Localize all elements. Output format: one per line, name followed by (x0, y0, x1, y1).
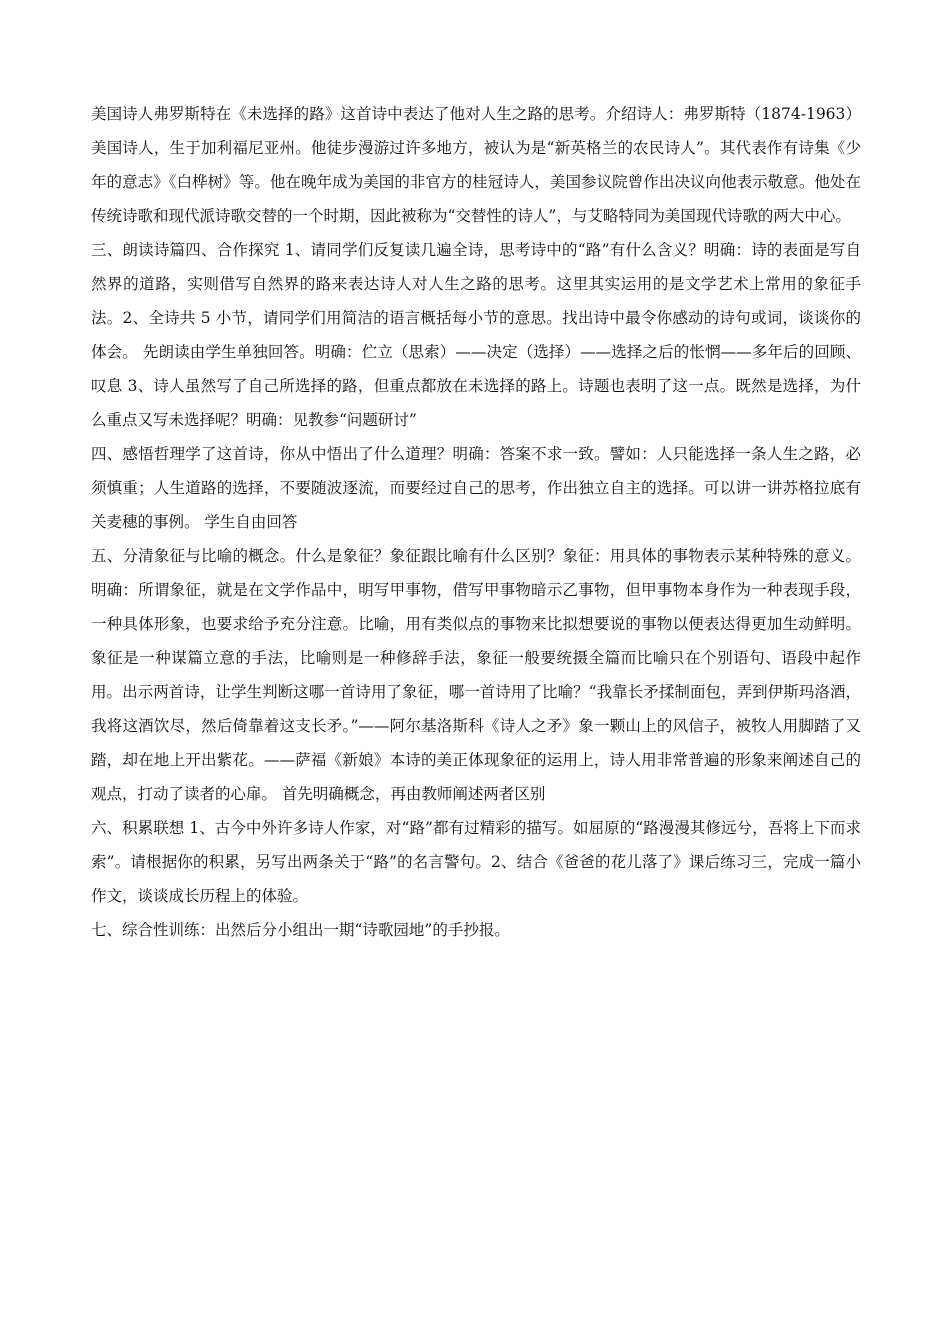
paragraph-section-six-association: 六、积累联想 1、古今中外许多诗人作家，对“路”都有过精彩的描写。如屈原的“路漫漫其修远兮，吾将上下而求索”。请根据你的积累，另写出两条关于“路”的名言警句。2、结合《爸爸的花儿落了》课后练习三，完成一篇小作文，谈谈成长历程上的体验。 (91, 819, 861, 905)
document-body (91, 97, 861, 947)
paragraph-section-three-four: 三、朗读诗篇四、合作探究 1、请同学们反复读几遍全诗，思考诗中的“路”有什么含义？明确：诗的表面是写自然界的道路，实则借写自然界的路来表达诗人对人生之路的思考。这里其实运用的是文学艺术上常用的象征手法。2、全诗共 5 小节，请同学们用简洁的语言概括每小节的意思。找出诗中最令你感动的诗句或词，谈谈你的体会。 先朗读由学生单独回答。明确：伫立（思索）——决定（选择）——选择之后的怅惘——多年后的回顾、叹息 3、诗人虽然写了自己所选择的路，但重点都放在未选择的路上。诗题也表明了这一点。既然是选择，为什么重点又写未选择呢？明确：见教参“问题研讨” (91, 241, 861, 429)
paragraph-section-seven-training: 七、综合性训练：出然后分小组出一期“诗歌园地”的手抄报。 (91, 921, 510, 939)
paragraph-poet-intro: 美国诗人弗罗斯特在《未选择的路》这首诗中表达了他对人生之路的思考。介绍诗人：弗罗斯特（1874-1963）美国诗人，生于加利福尼亚州。他徒步漫游过许多地方，被认为是“新英格兰的农民诗人”。其代表作有诗集《少年的意志》《白桦树》等。他在晚年成为美国的非官方的桂冠诗人，美国参议院曾作出决议向他表示敬意。他处在传统诗歌和现代派诗歌交替的一个时期，因此被称为“交替性的诗人”，与艾略特同为美国现代诗歌的两大中心。 (91, 105, 861, 225)
paragraph-section-four-philosophy: 四、感悟哲理学了这首诗，你从中悟出了什么道理？明确：答案不求一致。譬如：人只能选择一条人生之路，必须慎重；人生道路的选择，不要随波逐流，而要经过自己的思考，作出独立自主的选择。可以讲一讲苏格拉底有关麦穗的事例。 学生自由回答 (91, 445, 861, 531)
paragraph-section-five-symbolism: 五、分清象征与比喻的概念。什么是象征？象征跟比喻有什么区别？象征：用具体的事物表示某种特殊的意义。明确：所谓象征，就是在文学作品中，明写甲事物，借写甲事物暗示乙事物，但甲事物本身作为一种表现手段，一种具体形象，也要求给予充分注意。比喻，用有类似点的事物来比拟想要说的事物以便表达得更加生动鲜明。象征是一种谋篇立意的手法，比喻则是一种修辞手法，象征一般要统摄全篇而比喻只在个别语句、语段中起作用。出示两首诗，让学生判断这哪一首诗用了象征，哪一首诗用了比喻？“我靠长矛揉制面包，弄到伊斯玛洛酒，我将这酒饮尽，然后倚靠着这支长矛。”——阿尔基洛斯科《诗人之矛》象一颗山上的风信子，被牧人用脚踏了又踏，却在地上开出紫花。——萨福《新娘》本诗的美正体现象征的运用上，诗人用非常普遍的形象来阐述自己的观点，打动了读者的心扉。 首先明确概念，再由教师阐述两者区别 (91, 547, 861, 803)
